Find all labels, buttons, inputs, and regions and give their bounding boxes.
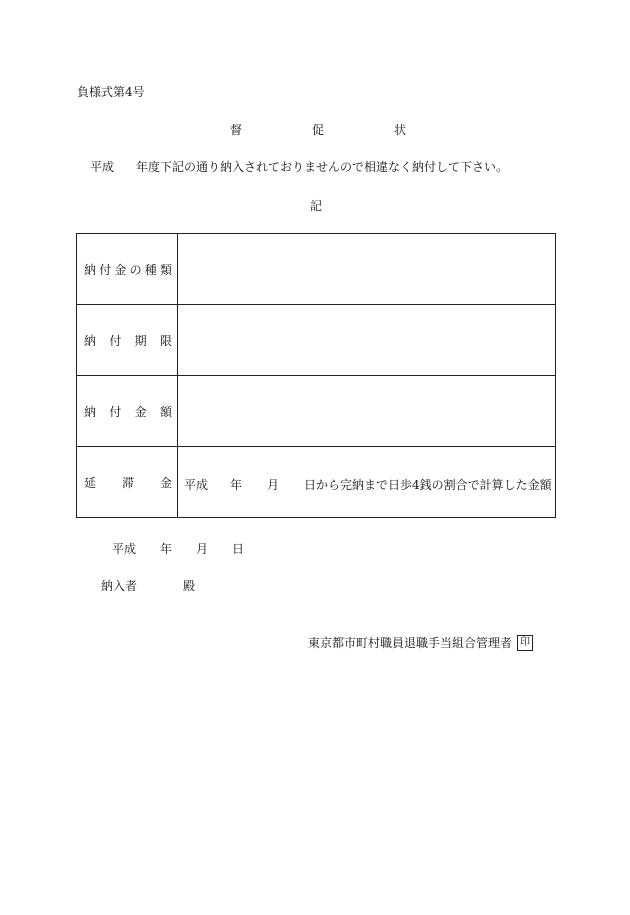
label-char: 期 — [134, 333, 147, 348]
table-row — [77, 305, 556, 376]
late-fee-month: 月 — [267, 478, 280, 492]
title-char-2: 促 — [312, 123, 325, 137]
label-char: 金 — [114, 262, 127, 277]
items-table — [76, 233, 556, 518]
label-char: 金 — [134, 404, 147, 419]
label-cell-late-fee — [77, 447, 178, 518]
label-char: 類 — [159, 262, 172, 277]
label-char: 付 — [99, 262, 112, 277]
issuer-name: 東京都市町村職員退職手当組合管理者 — [308, 636, 513, 650]
late-fee-year: 年 — [230, 478, 243, 492]
label-cell-amount — [77, 376, 178, 447]
payer-label: 納入者 — [101, 579, 138, 593]
intro-era: 平成 — [90, 160, 115, 174]
label-cell-type — [77, 234, 178, 305]
label-cell-deadline — [77, 305, 178, 376]
late-fee-era: 平成 — [184, 478, 209, 492]
label-char: 付 — [109, 333, 122, 348]
value-cell-amount[interactable] — [178, 376, 556, 447]
document-title — [0, 124, 630, 138]
label-char: の — [129, 262, 142, 277]
date-year: 年 — [160, 542, 173, 556]
label-char: 付 — [109, 404, 122, 419]
form-number: 負様式第4号 — [77, 85, 145, 99]
date-era: 平成 — [112, 542, 137, 556]
title-char-1: 督 — [230, 123, 243, 137]
late-fee-text: 日から完納まで日歩4銭の割合で計算した金額 — [304, 478, 552, 492]
date-month: 月 — [196, 542, 209, 556]
label-char: 納 — [84, 333, 97, 348]
label-char: 額 — [159, 404, 172, 419]
value-cell-deadline[interactable] — [178, 305, 556, 376]
table-row — [77, 376, 556, 447]
table-row — [77, 234, 556, 305]
label-char: 納 — [84, 262, 97, 277]
intro-text: 年度下記の通り納入されておりませんので相違なく納付して下さい。 — [136, 160, 509, 174]
table-row — [77, 447, 556, 518]
label-char: 限 — [159, 333, 172, 348]
ki-label: 記 — [310, 199, 323, 213]
date-day: 日 — [232, 542, 245, 556]
value-cell-type[interactable] — [178, 234, 556, 305]
label-char: 種 — [144, 262, 157, 277]
seal-stamp: 印 — [517, 635, 533, 651]
label-char: 延 — [84, 475, 97, 490]
label-char: 納 — [84, 404, 97, 419]
value-cell-late-fee[interactable] — [178, 447, 556, 518]
title-char-3: 状 — [394, 123, 407, 137]
label-char: 滞 — [121, 475, 134, 490]
payer-honorific: 殿 — [183, 579, 196, 593]
label-char: 金 — [159, 475, 172, 490]
